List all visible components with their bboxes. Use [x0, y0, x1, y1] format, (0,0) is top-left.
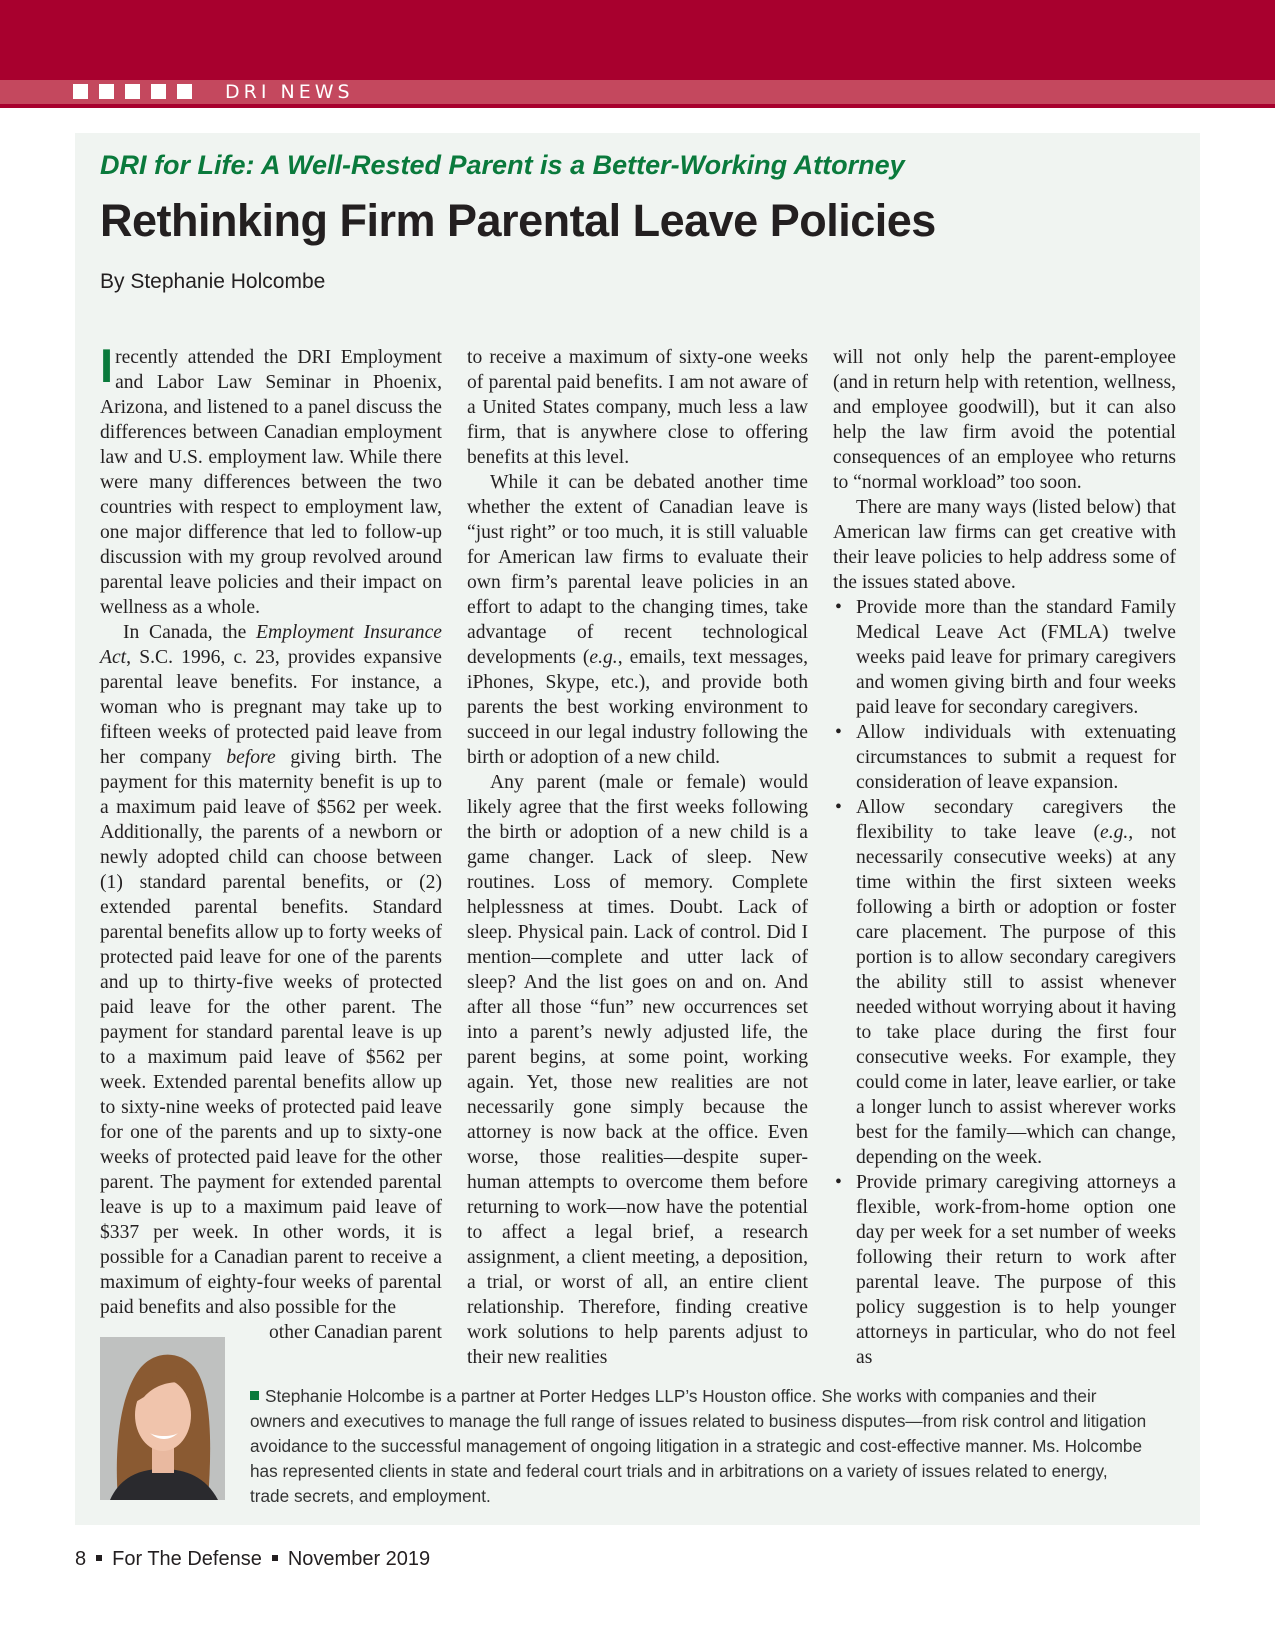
square-icon [151, 84, 166, 99]
paragraph: Any parent (male or female) would likely agree that the first weeks following the birth or adoption of a new child is a game changer. Lack of sleep. New routines. Loss of memory. Complete helplessness at times. Doubt. Lack of sleep. Physical pain. Lack of control. Did I mention—complete and utter lack of sleep? And the list goes on and on. And after all those “fun” new occurrences set into a parent’s newly adjusted life, the parent begins, at some point, working again. Yet, those new realities are not necessarily gone simply because the attorney is now back at the office. Even worse, those realities—despite super-human attempts to overcome them before returning to work—now have the potential to affect a legal brief, a research assignment, a client meeting, a deposition, a trial, or worst of all, an entire client relationship. Therefore, finding creative work solutions to help parents adjust to their new realities [467, 772, 808, 1368]
square-icon [99, 84, 114, 99]
paragraph: There are many ways (listed below) that American law firms can get creative with their leave policies to help address some of the issues stated above. [833, 497, 1176, 593]
list-item: • Provide more than the standard Family Medical Leave Act (FMLA) twelve weeks paid leave for primary caregivers and women giving birth and four weeks paid leave for secondary caregivers. [833, 595, 1176, 720]
paragraph: will not only help the parent-employee (and in return help with retention, wellness, and employee goodwill), but it can also help the law firm avoid the potential consequences of an employee who returns to “normal workload” too soon. [833, 347, 1176, 493]
square-icon [272, 1555, 278, 1561]
list-item: • Allow secondary caregivers the flexibility to take leave (e.g., not necessarily consecutive weeks) at any time within the first sixteen weeks following a birth or adoption or foster care placement. The purpose of this portion is to allow secondary caregivers the ability still to assist whenever needed without worrying about it having to take place during the first four consecutive weeks. For example, they could come in later, leave earlier, or take a longer lunch to assist wherever works best for the family—which can change, depending on the week. [833, 795, 1176, 1170]
page-number: 8 [75, 1548, 87, 1570]
paragraph: to receive a maximum of sixty-one weeks of parental paid benefits. I am not aware of a United States company, much less a law firm, that is anywhere close to offering benefits at this level. [467, 347, 808, 468]
paragraph-tail: other Canadian parent [268, 1322, 442, 1343]
square-icon [177, 84, 192, 99]
publication-name: For The Defense [112, 1548, 262, 1570]
page-footer [75, 1548, 430, 1571]
article-title: Rethinking Firm Parental Leave Policies [100, 195, 936, 246]
square-icon [125, 84, 140, 99]
list-item: • Allow individuals with extenuating circumstances to submit a request for consideration of leave expansion. [833, 720, 1176, 795]
square-icon [73, 84, 88, 99]
paragraph: Irecently attended the DRI Employment and Labor Law Seminar in Phoenix, Arizona, and listened to a panel discuss the differences between Canadian employment law and U.S. employment law. While there were many differences between the two countries with respect to employment law, one major difference that led to follow-up discussion with my group revolved around parental leave policies and their impact on wellness as a whole. [100, 339, 442, 618]
recommendation-list [833, 595, 1176, 1370]
section-label: DRI NEWS [225, 81, 354, 103]
issue-date: November 2019 [287, 1548, 431, 1570]
header-band [0, 0, 1275, 80]
column-3 [833, 345, 1176, 1370]
article-byline: By Stephanie Holcombe [100, 270, 326, 293]
section-rule [0, 104, 1275, 108]
author-photo [100, 1337, 225, 1500]
square-icon [96, 1555, 102, 1561]
section-bar [0, 80, 1275, 104]
drop-cap: I [100, 339, 114, 392]
square-icon [250, 1391, 259, 1400]
paragraph: While it can be debated another time whether the extent of Canadian leave is “just right” or too much, it is still valuable for American law firms to evaluate their own firm’s parental leave policies in an effort to adapt to the changing times, take advantage of recent technological developments (e.g., emails, text messages, iPhones, Skype, etc.), and provide both parents the best working environment to succeed in our legal industry following the birth or adoption of a new child. [467, 472, 808, 768]
paragraph: In Canada, the Employment Insurance Act, S.C. 1996, c. 23, provides expansive parental leave benefits. For instance, a woman who is pregnant may take up to fifteen weeks of protected paid leave from her company before giving birth. The payment for this maternity benefit is up to a maximum paid leave of $562 per week. Additionally, the parents of a newborn or newly adopted child can choose between (1) standard parental benefits, or (2) extended parental benefits. Standard parental benefits allow up to forty weeks of protected paid leave for one of the parents and up to thirty-five weeks of protected paid leave for the other parent. The payment for standard parental leave is up to a maximum paid leave of $562 per week. Extended parental benefits allow up to sixty-nine weeks of protected paid leave for one of the parents and up to sixty-one weeks of protected paid leave for the other parent. The payment for extended parental leave is up to a maximum paid leave of $337 per week. In other words, it is possible for a Canadian parent to receive a maximum of eighty-four weeks of parental paid benefits and also possible for the [100, 622, 442, 1318]
column-2 [467, 345, 808, 1370]
article-kicker: DRI for Life: A Well-Rested Parent is a Better-Working Attorney [100, 150, 905, 180]
list-item: • Provide primary caregiving attorneys a flexible, work-from-home option one day per week for a set number of weeks following their return to work after parental leave. The purpose of this policy suggestion is to help younger attorneys in particular, who do not feel as [833, 1170, 1176, 1370]
author-bio: Stephanie Holcombe is a partner at Porter Hedges LLP’s Houston office. She works with companies and their owners and executives to manage the full range of issues related to business disputes—from risk control and litigation avoidance to the successful management of ongoing litigation in a strategic and cost-effective manner. Ms. Holcombe has represented clients in state and federal court trials and in arbitrations on a variety of issues related to energy, trade secrets, and employment. [250, 1386, 1147, 1506]
column-1 [100, 339, 442, 1345]
